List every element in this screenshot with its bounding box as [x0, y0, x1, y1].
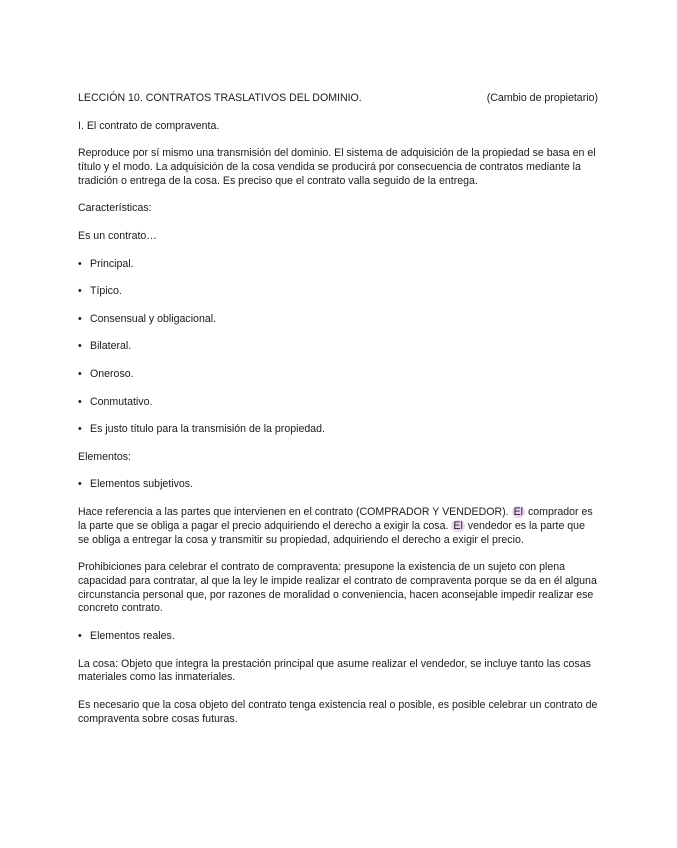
characteristics-list — [78, 258, 598, 437]
bullet-icon: • — [78, 478, 82, 491]
thing-paragraph: La cosa: Objeto que integra la prestación principal que asume realizar el vendedor, se incluye tanto las cosas materiales como las inmateriales. — [78, 657, 591, 684]
list-item: • Principal. — [78, 257, 134, 270]
bullet-icon: • — [78, 367, 82, 380]
bullet-icon: • — [78, 395, 82, 408]
section-title: I. El contrato de compraventa. — [78, 119, 220, 132]
lesson-header — [78, 92, 598, 106]
list-item: • Típico. — [78, 285, 122, 298]
parties-paragraph: Hace referencia a las partes que intervienen en el contrato (COMPRADOR Y VENDEDOR). El comprador es la parte que se obliga a pagar el precio adquiriendo el derecho a exigir la cosa. El vendedor es la parte que se obliga a entregar la cosa y transmitir su propiedad, adquiriendo el derecho a exigir el precio. — [78, 505, 593, 546]
characteristics-lead: Es un contrato… — [78, 229, 157, 242]
bullet-icon: • — [78, 257, 82, 270]
list-item: • Es justo título para la transmisión de la propiedad. — [78, 423, 325, 436]
list-item: • Conmutativo. — [78, 395, 153, 408]
subjective-elements-list — [78, 478, 598, 492]
list-item: • Oneroso. — [78, 367, 134, 380]
lesson-title: LECCIÓN 10. CONTRATOS TRASLATIVOS DEL DOMINIO. — [78, 92, 362, 104]
list-item: • Bilateral. — [78, 340, 132, 353]
necessity-paragraph: Es necesario que la cosa objeto del contrato tenga existencia real o posible, es posible celebrar un contrato de compraventa sobre cosas futuras. — [78, 699, 598, 725]
bullet-icon: • — [78, 423, 82, 436]
bullet-icon: • — [78, 312, 82, 325]
real-elements-label: Elementos reales. — [90, 630, 175, 643]
document-body — [78, 92, 598, 740]
list-item: • Consensual y obligacional. — [78, 312, 217, 325]
bullet-icon: • — [78, 285, 82, 298]
lesson-note: (Cambio de propietario) — [486, 92, 598, 104]
list-item — [78, 478, 598, 492]
elements-heading: Elementos: — [78, 450, 131, 463]
bullet-icon: • — [78, 340, 82, 353]
prohibitions-paragraph: Prohibiciones para celebrar el contrato de compraventa: presupone la existencia de un sujeto con plena capacidad para contratar, al que la ley le impide realizar el contrato de compraventa porque se da en él alguna circunstancia personal que, por razones de moralidad o conveniencia, hacen aconsejable impedir realizar ese concreto contrato. — [78, 561, 597, 615]
intro-paragraph: Reproduce por sí mismo una transmisión del dominio. El sistema de adquisición de la propiedad se basa en el título y el modo. La adquisición de la cosa vendida se producirá por consecuencia de contratos mediante la tradición o entrega de la cosa. Es preciso que el contrato valla seguido de la entrega. — [78, 147, 596, 187]
subjective-elements-label: Elementos subjetivos. — [90, 478, 194, 491]
highlight-mark: El — [453, 519, 463, 532]
bullet-icon: • — [78, 630, 82, 643]
list-item — [78, 630, 598, 644]
characteristics-heading: Características: — [78, 202, 152, 215]
highlight-mark: El — [513, 505, 523, 518]
real-elements-list — [78, 630, 598, 644]
